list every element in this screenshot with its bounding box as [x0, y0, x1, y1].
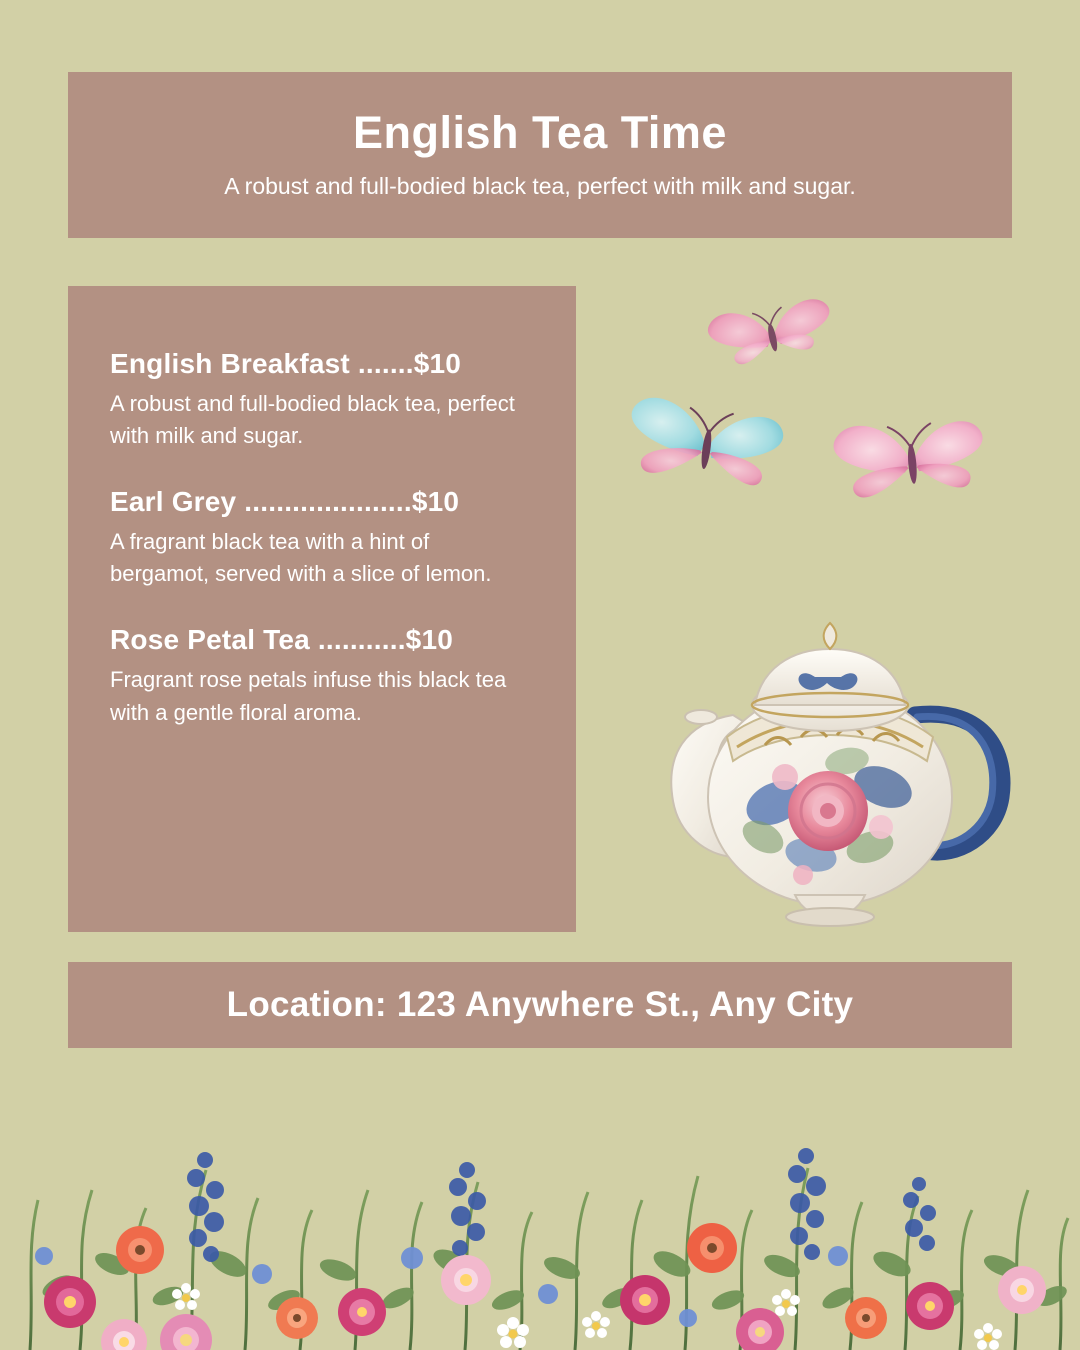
- location-text: Location: 123 Anywhere St., Any City: [226, 985, 854, 1024]
- menu-item-description: A fragrant black tea with a hint of bergamot, served with a slice of lemon.: [110, 529, 492, 587]
- menu-item-description: Fragrant rose petals infuse this black tea with a gentle floral aroma.: [110, 667, 507, 725]
- location-banner: [68, 962, 1012, 1048]
- teapot-icon: [615, 565, 1035, 945]
- flower-border-icon: [0, 1050, 1080, 1350]
- menu-item-title: English Breakfast .......$10: [110, 348, 462, 379]
- page-title: English Tea Time: [353, 107, 727, 159]
- menu-item-description: A robust and full-bodied black tea, perfect with milk and sugar.: [110, 391, 515, 449]
- menu-item-title: Earl Grey .....................$10: [110, 486, 460, 518]
- header-banner: [68, 72, 1012, 238]
- menu-item-title: Rose Petal Tea ...........$10: [110, 624, 453, 656]
- menu-card: [68, 286, 576, 932]
- butterflies-icon: [620, 285, 1040, 535]
- header-subtitle: A robust and full-bodied black tea, perfect with milk and sugar.: [224, 172, 856, 199]
- menu-item: [110, 486, 532, 590]
- menu-item: [110, 624, 532, 728]
- menu-item: [110, 348, 532, 452]
